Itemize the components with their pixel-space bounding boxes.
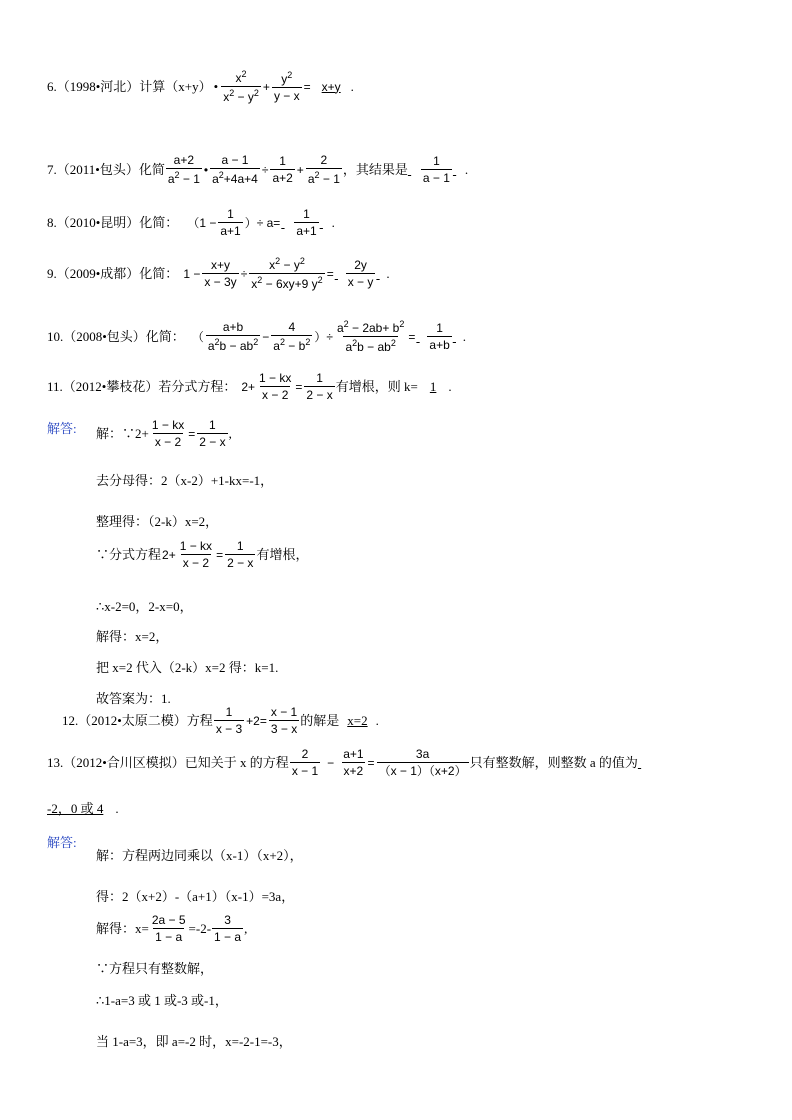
q8-f-num: 1 (227, 207, 234, 221)
exp: 2 (352, 338, 358, 348)
q9-source: （2009•成都）化简： (56, 266, 179, 281)
q11-f2-den: 2 − x (306, 388, 333, 402)
sol11-l1-num2: 1 (209, 418, 216, 432)
sol11-line-3: 整理得：（2-k）x=2， (96, 514, 219, 529)
sol13-l3-num2: 3 (224, 913, 231, 927)
exp: 2 (275, 256, 281, 266)
sol11-l4-num2: 1 (236, 539, 244, 553)
q9-end: . (386, 266, 390, 281)
q6-plus: + (262, 79, 270, 94)
q9-f2-den2: − 6xy+9 y (262, 277, 318, 291)
q10-f3-den2: b − ab (357, 340, 391, 354)
q12-number: 12. (62, 713, 79, 728)
sol13-line-4: ∵方程只有整数解， (96, 961, 214, 976)
q7-dot: • (203, 162, 209, 177)
q11-f1-num: 1 − kx (259, 371, 292, 385)
question-13 (47, 748, 652, 777)
exp: 2 (253, 337, 259, 347)
sol13-l3-prefix: 解得：x= (96, 921, 149, 936)
solution-11-label: 解答: (47, 421, 77, 436)
q8-open: （1 − (187, 215, 217, 230)
q13-minus: − (327, 755, 335, 770)
exp: 2 (229, 88, 235, 98)
exp: 2 (241, 69, 247, 79)
q10-f3-num2: − 2ab+ b (348, 321, 400, 335)
exp: 2 (317, 275, 323, 285)
q10-answer (427, 322, 451, 351)
sol13-l3-den: 1 − a (155, 930, 183, 944)
exp: 2 (218, 170, 224, 180)
q12-f2-den: 3 − x (270, 722, 298, 736)
q7-f4-num: 2 (320, 153, 328, 167)
q13-source: （2012•合川区模拟）已知关于 x 的方程 (63, 755, 289, 770)
sol11-l4-fraction-2 (225, 540, 255, 569)
q11-end: . (448, 379, 452, 394)
q10-end: . (462, 329, 466, 344)
sol13-line-6: 当 1-a=3，即 a=-2 时，x=-2-1=-3， (96, 1034, 292, 1049)
q7-ans-num: 1 (433, 154, 440, 168)
q10-f2-den2: − b (284, 339, 306, 353)
q7-end: . (464, 162, 469, 177)
q13-number: 13. (47, 755, 64, 770)
q13-fraction-1 (290, 748, 320, 777)
sol11-l1-end: , (228, 426, 232, 441)
q7-f2-den2: +4a+4 (223, 172, 258, 186)
q7-f1-den2: − 1 (179, 172, 200, 186)
sol11-line-6: 解得：x=2， (96, 629, 169, 644)
q8-answer (294, 208, 318, 237)
q12-tail: 的解是 (300, 713, 340, 728)
q10-f2-num: 4 (288, 320, 296, 334)
q11-f1-den: x − 2 (262, 388, 289, 402)
sol13-l3-fraction-2 (212, 914, 243, 943)
exp: 2 (299, 256, 305, 266)
sol11-l1-prefix: 解：∵2+ (96, 426, 149, 441)
q11-number: 11. (47, 379, 63, 394)
sol11-line-5: ∴x-2=0，2-x=0， (96, 599, 193, 614)
q6-f2-den: y − x (273, 89, 300, 103)
q10-fraction-1 (206, 321, 260, 352)
q7-f4-den2: − 1 (319, 172, 340, 186)
sol11-l1-eq: = (188, 426, 196, 441)
q7-divide: ÷ (261, 162, 269, 177)
q6-source: （1998•河北）计算（x+y） (56, 79, 212, 94)
sol13-l3-den2: 1 − a (214, 930, 242, 944)
sol13-line-3 (96, 914, 247, 943)
q7-f1-num: a+2 (173, 153, 195, 167)
exp: 2 (253, 88, 259, 98)
q7-f1-den: a (167, 172, 175, 186)
q10-fraction-3 (335, 320, 406, 353)
q10-f3-num: a (336, 321, 344, 335)
q7-plus: + (296, 162, 304, 177)
q9-f2-den: x (251, 277, 258, 291)
q13-fraction-3 (377, 748, 469, 777)
q9-number: 9. (47, 266, 57, 281)
sol11-l4-den2: 2 − x (227, 556, 254, 570)
sol13-line-1: 解：方程两边同乘以（x-1）（x+2）， (96, 848, 303, 863)
q10-equals: = (408, 329, 416, 344)
q7-f2-num: a − 1 (221, 153, 249, 167)
q6-answer: x+y (321, 79, 341, 94)
sol11-l4-num: 1 − kx (179, 539, 213, 553)
q12-f1-den: x − 3 (215, 722, 243, 736)
exp: 2 (343, 319, 349, 329)
sol11-line-4 (96, 540, 308, 569)
q9-equals: = (326, 266, 334, 281)
q7-fraction-1 (166, 154, 202, 185)
q9-fraction-1 (202, 259, 238, 288)
sol11-line-7: 把 x=2 代入（2-k）x=2 得：k=1. (96, 660, 279, 675)
q8-f-den: a+1 (220, 224, 241, 238)
q9-divide: ÷ (240, 266, 248, 281)
q13-equals: = (367, 755, 375, 770)
question-11 (47, 372, 452, 401)
q7-fraction-2 (210, 154, 260, 185)
q9-answer (346, 259, 376, 288)
sol11-line-8: 故答案为：1. (96, 691, 171, 706)
q8-number: 8. (47, 215, 57, 230)
q10-ans-num: 1 (436, 321, 443, 335)
question-7 (47, 154, 468, 185)
q9-f2-num: x (269, 258, 276, 272)
question-12 (62, 706, 379, 735)
q7-fraction-3 (270, 155, 294, 184)
q8-fraction (218, 208, 242, 237)
q13-answer: -2，0 或 4 (47, 801, 104, 816)
q11-fraction-1 (257, 372, 293, 401)
q12-answer: x=2 (347, 713, 368, 728)
q6-f1-den2: − y (234, 90, 254, 104)
sol11-l1-den: x − 2 (154, 435, 182, 449)
question-6 (47, 70, 354, 103)
exp: 2 (257, 275, 263, 285)
q8-close: ）÷ a= (244, 215, 281, 230)
sol11-l4-end: 有增根， (256, 547, 309, 562)
exp: 2 (399, 319, 405, 329)
sol13-l3-mid: =-2- (188, 921, 212, 936)
q7-ans-den: a − 1 (422, 171, 450, 185)
q11-two: 2+ (241, 379, 256, 394)
exp: 2 (279, 337, 285, 347)
q8-end: . (331, 215, 335, 230)
q12-f1-num: 1 (225, 705, 233, 719)
sol13-l3-num: 2a − 5 (151, 913, 186, 927)
q12-plus: +2= (246, 713, 267, 728)
q11-equals: = (295, 379, 303, 394)
q7-answer (421, 155, 452, 184)
q8-source: （2010•昆明）化简： (56, 215, 179, 230)
q6-dot: • (213, 79, 219, 94)
q13-answer-line (47, 802, 119, 815)
q10-minus: − (262, 329, 270, 344)
q13-fraction-2 (341, 748, 365, 777)
q6-number: 6. (47, 79, 57, 94)
exp: 2 (305, 337, 311, 347)
sol11-l4-two: 2+ (162, 547, 176, 562)
q11-fraction-2 (304, 372, 334, 401)
q10-f2-den: a (273, 339, 280, 353)
sol13-line-2: 得：2（x+2）-（a+1）（x-1）=3a， (96, 889, 295, 904)
q7-tail: ，其结果是 (342, 162, 408, 177)
q11-source: （2012•攀枝花）若分式方程： (62, 379, 237, 394)
q6-fraction-2 (272, 71, 302, 102)
q13-tail: 只有整数解，则整数 a 的值为 (469, 755, 638, 770)
q12-fraction-1 (214, 706, 244, 735)
sol11-l4-prefix: ∵分式方程 (96, 547, 162, 562)
q7-f3-num: 1 (279, 154, 286, 168)
exp: 2 (390, 338, 396, 348)
exp: 2 (214, 337, 220, 347)
sol11-l4-den: x − 2 (182, 556, 210, 570)
q9-f1-den: x − 3y (204, 275, 237, 289)
q11-mid: 有增根，则 k= (335, 379, 418, 394)
q12-fraction-2 (269, 706, 299, 735)
question-10 (47, 320, 466, 353)
q7-source: （2011•包头）化简 (56, 162, 165, 177)
q10-f1-den2: b − ab (219, 339, 254, 353)
q6-fraction-1 (221, 70, 261, 103)
q7-f2-den: a (212, 172, 219, 186)
q9-fraction-2 (249, 257, 324, 290)
q13-f3-den: （x − 1）（x+2） (378, 764, 467, 778)
q7-f4-den: a (307, 172, 315, 186)
sol11-l4-fraction-1 (178, 540, 214, 569)
solution-13-label: 解答: (47, 835, 77, 850)
q10-ans-den: a+b (429, 338, 450, 352)
sol11-l1-den2: 2 − x (199, 435, 226, 449)
q8-ans-den: a+1 (296, 224, 317, 238)
q7-f3-den: a+2 (272, 171, 293, 185)
q10-number: 10. (47, 329, 64, 344)
q7-fraction-4 (306, 154, 342, 185)
q6-end: . (350, 79, 354, 94)
q6-equals: = (303, 79, 311, 94)
sol11-l4-eq: = (216, 547, 224, 562)
q10-fraction-2 (271, 321, 312, 352)
sol11-line-1 (96, 419, 232, 448)
q9-f2-num2: − y (280, 258, 300, 272)
q13-end: . (115, 801, 119, 816)
sol11-l1-fraction-2 (197, 419, 227, 448)
q8-ans-num: 1 (303, 207, 310, 221)
sol11-l1-fraction-1 (150, 419, 186, 448)
sol11-l1-num: 1 − kx (151, 418, 185, 432)
q10-f1-num: a+b (222, 320, 244, 334)
q9-ans-num: 2y (354, 258, 367, 272)
q10-close: ）÷ (314, 329, 333, 344)
question-9 (47, 257, 390, 290)
sol13-l3-end: , (244, 921, 248, 936)
q12-end: . (375, 713, 379, 728)
q9-f1-num: x+y (211, 258, 231, 272)
q11-answer: 1 (429, 379, 437, 394)
exp: 2 (314, 170, 320, 180)
q11-f2-num: 1 (316, 371, 323, 385)
q9-one: 1 − (183, 266, 201, 281)
q6-f1-den: x (223, 90, 230, 104)
q10-f3-den: a (345, 340, 353, 354)
q10-open: （ (191, 329, 204, 344)
q13-f2-den: x+2 (343, 764, 364, 778)
q7-number: 7. (47, 162, 57, 177)
q9-ans-den: x − y (347, 275, 374, 289)
q6-f2-num: y (281, 72, 288, 86)
q13-f1-num: 2 (301, 747, 309, 761)
q13-f1-den: x − 1 (291, 764, 319, 778)
exp: 2 (174, 170, 180, 180)
q12-source: （2012•太原二模）方程 (78, 713, 213, 728)
q13-f3-num: 3a (415, 747, 430, 761)
q12-f2-num: x − 1 (270, 705, 298, 719)
sol11-line-2: 去分母得：2（x-2）+1-kx=-1， (96, 473, 274, 488)
q10-f1-den: a (207, 339, 215, 353)
exp: 2 (287, 70, 293, 80)
q6-f1-num: x (235, 71, 242, 85)
sol13-line-5: ∴1-a=3 或 1 或-3 或-1， (96, 993, 228, 1008)
question-8 (47, 208, 335, 237)
q10-source: （2008•包头）化简： (63, 329, 185, 344)
sol13-l3-fraction-1 (150, 914, 188, 943)
q13-f2-num: a+1 (343, 747, 364, 761)
